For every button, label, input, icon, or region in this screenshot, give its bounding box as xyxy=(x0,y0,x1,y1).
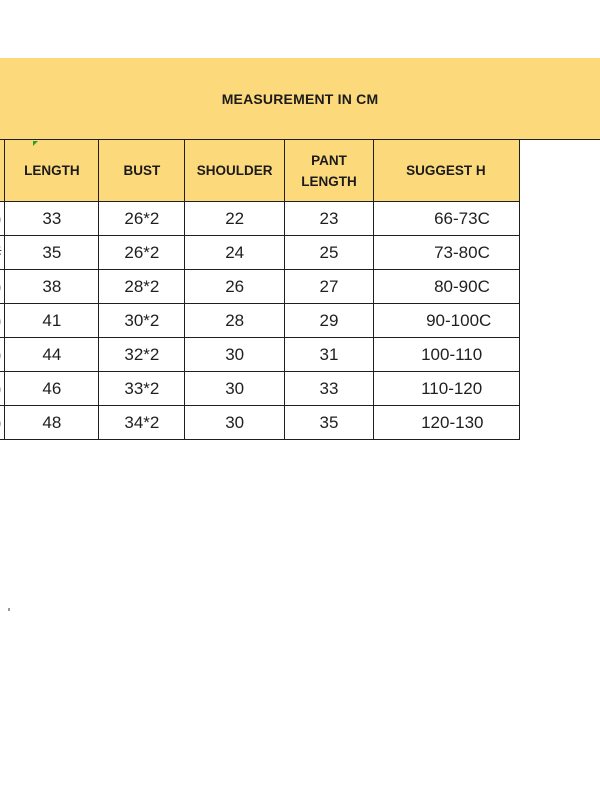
pant-length-cell: 31 xyxy=(284,338,373,372)
pant-length-header-line2: LENGTH xyxy=(301,173,357,189)
length-cell: 41 xyxy=(5,304,99,338)
table-row xyxy=(0,338,520,372)
length-cell: 33 xyxy=(5,202,99,236)
shoulder-cell: 30 xyxy=(185,372,284,406)
dust-speck xyxy=(8,608,10,611)
suggest-height-value: 120-130 xyxy=(421,412,484,432)
bust-cell: 26*2 xyxy=(99,236,185,270)
pant-length-cell: 33 xyxy=(284,372,373,406)
length-cell: 38 xyxy=(5,270,99,304)
pant-length-cell: 25 xyxy=(284,236,373,270)
pant-length-cell: 27 xyxy=(284,270,373,304)
bust-cell: 26*2 xyxy=(99,202,185,236)
bust-cell: 34*2 xyxy=(99,406,185,440)
suggest-height-value: 66-73C xyxy=(434,208,490,228)
table-row xyxy=(0,270,520,304)
header-row xyxy=(0,140,520,202)
cell-marker-icon xyxy=(33,141,38,146)
size-chart-table xyxy=(0,139,520,440)
suggest-height-value: 100-110 xyxy=(421,344,483,364)
suggest-height-cell xyxy=(374,270,520,304)
table-title: MEASUREMENT IN CM xyxy=(221,91,379,107)
suggest-height-value: 110-120 xyxy=(421,378,483,398)
length-cell: 46 xyxy=(5,372,99,406)
pant-length-header-line1: PANT xyxy=(311,152,347,168)
suggest-height-cell xyxy=(374,236,520,270)
bust-cell: 28*2 xyxy=(99,270,185,304)
shoulder-cell: 30 xyxy=(185,406,284,440)
shoulder-cell: 22 xyxy=(185,202,284,236)
suggest-height-cell xyxy=(374,406,520,440)
suggest-height-cell xyxy=(374,338,520,372)
suggest-height-cell xyxy=(374,202,520,236)
table-row xyxy=(0,406,520,440)
length-header: LENGTH xyxy=(5,140,99,202)
shoulder-cell: 26 xyxy=(185,270,284,304)
length-cell: 35 xyxy=(5,236,99,270)
suggest-height-cell xyxy=(374,304,520,338)
pant-length-cell: 29 xyxy=(284,304,373,338)
pant-length-header xyxy=(284,140,373,202)
table-row xyxy=(0,304,520,338)
length-cell: 44 xyxy=(5,338,99,372)
title-band xyxy=(0,58,600,140)
shoulder-cell: 30 xyxy=(185,338,284,372)
table-row xyxy=(0,202,520,236)
shoulder-cell: 28 xyxy=(185,304,284,338)
bust-cell: 33*2 xyxy=(99,372,185,406)
bust-cell: 30*2 xyxy=(99,304,185,338)
shoulder-header: SHOULDER xyxy=(185,140,284,202)
length-cell: 48 xyxy=(5,406,99,440)
table-row xyxy=(0,372,520,406)
shoulder-cell: 24 xyxy=(185,236,284,270)
pant-length-cell: 35 xyxy=(284,406,373,440)
suggest-height-header xyxy=(374,140,520,202)
bust-cell: 32*2 xyxy=(99,338,185,372)
suggest-height-value: 73-80C xyxy=(434,242,490,262)
suggest-height-value: 90-100C xyxy=(426,310,492,330)
bust-header: BUST xyxy=(99,140,185,202)
suggest-height-header-text: SUGGEST H xyxy=(406,163,486,178)
suggest-height-value: 80-90C xyxy=(434,276,490,296)
pant-length-cell: 23 xyxy=(284,202,373,236)
table-row xyxy=(0,236,520,270)
suggest-height-cell xyxy=(374,372,520,406)
